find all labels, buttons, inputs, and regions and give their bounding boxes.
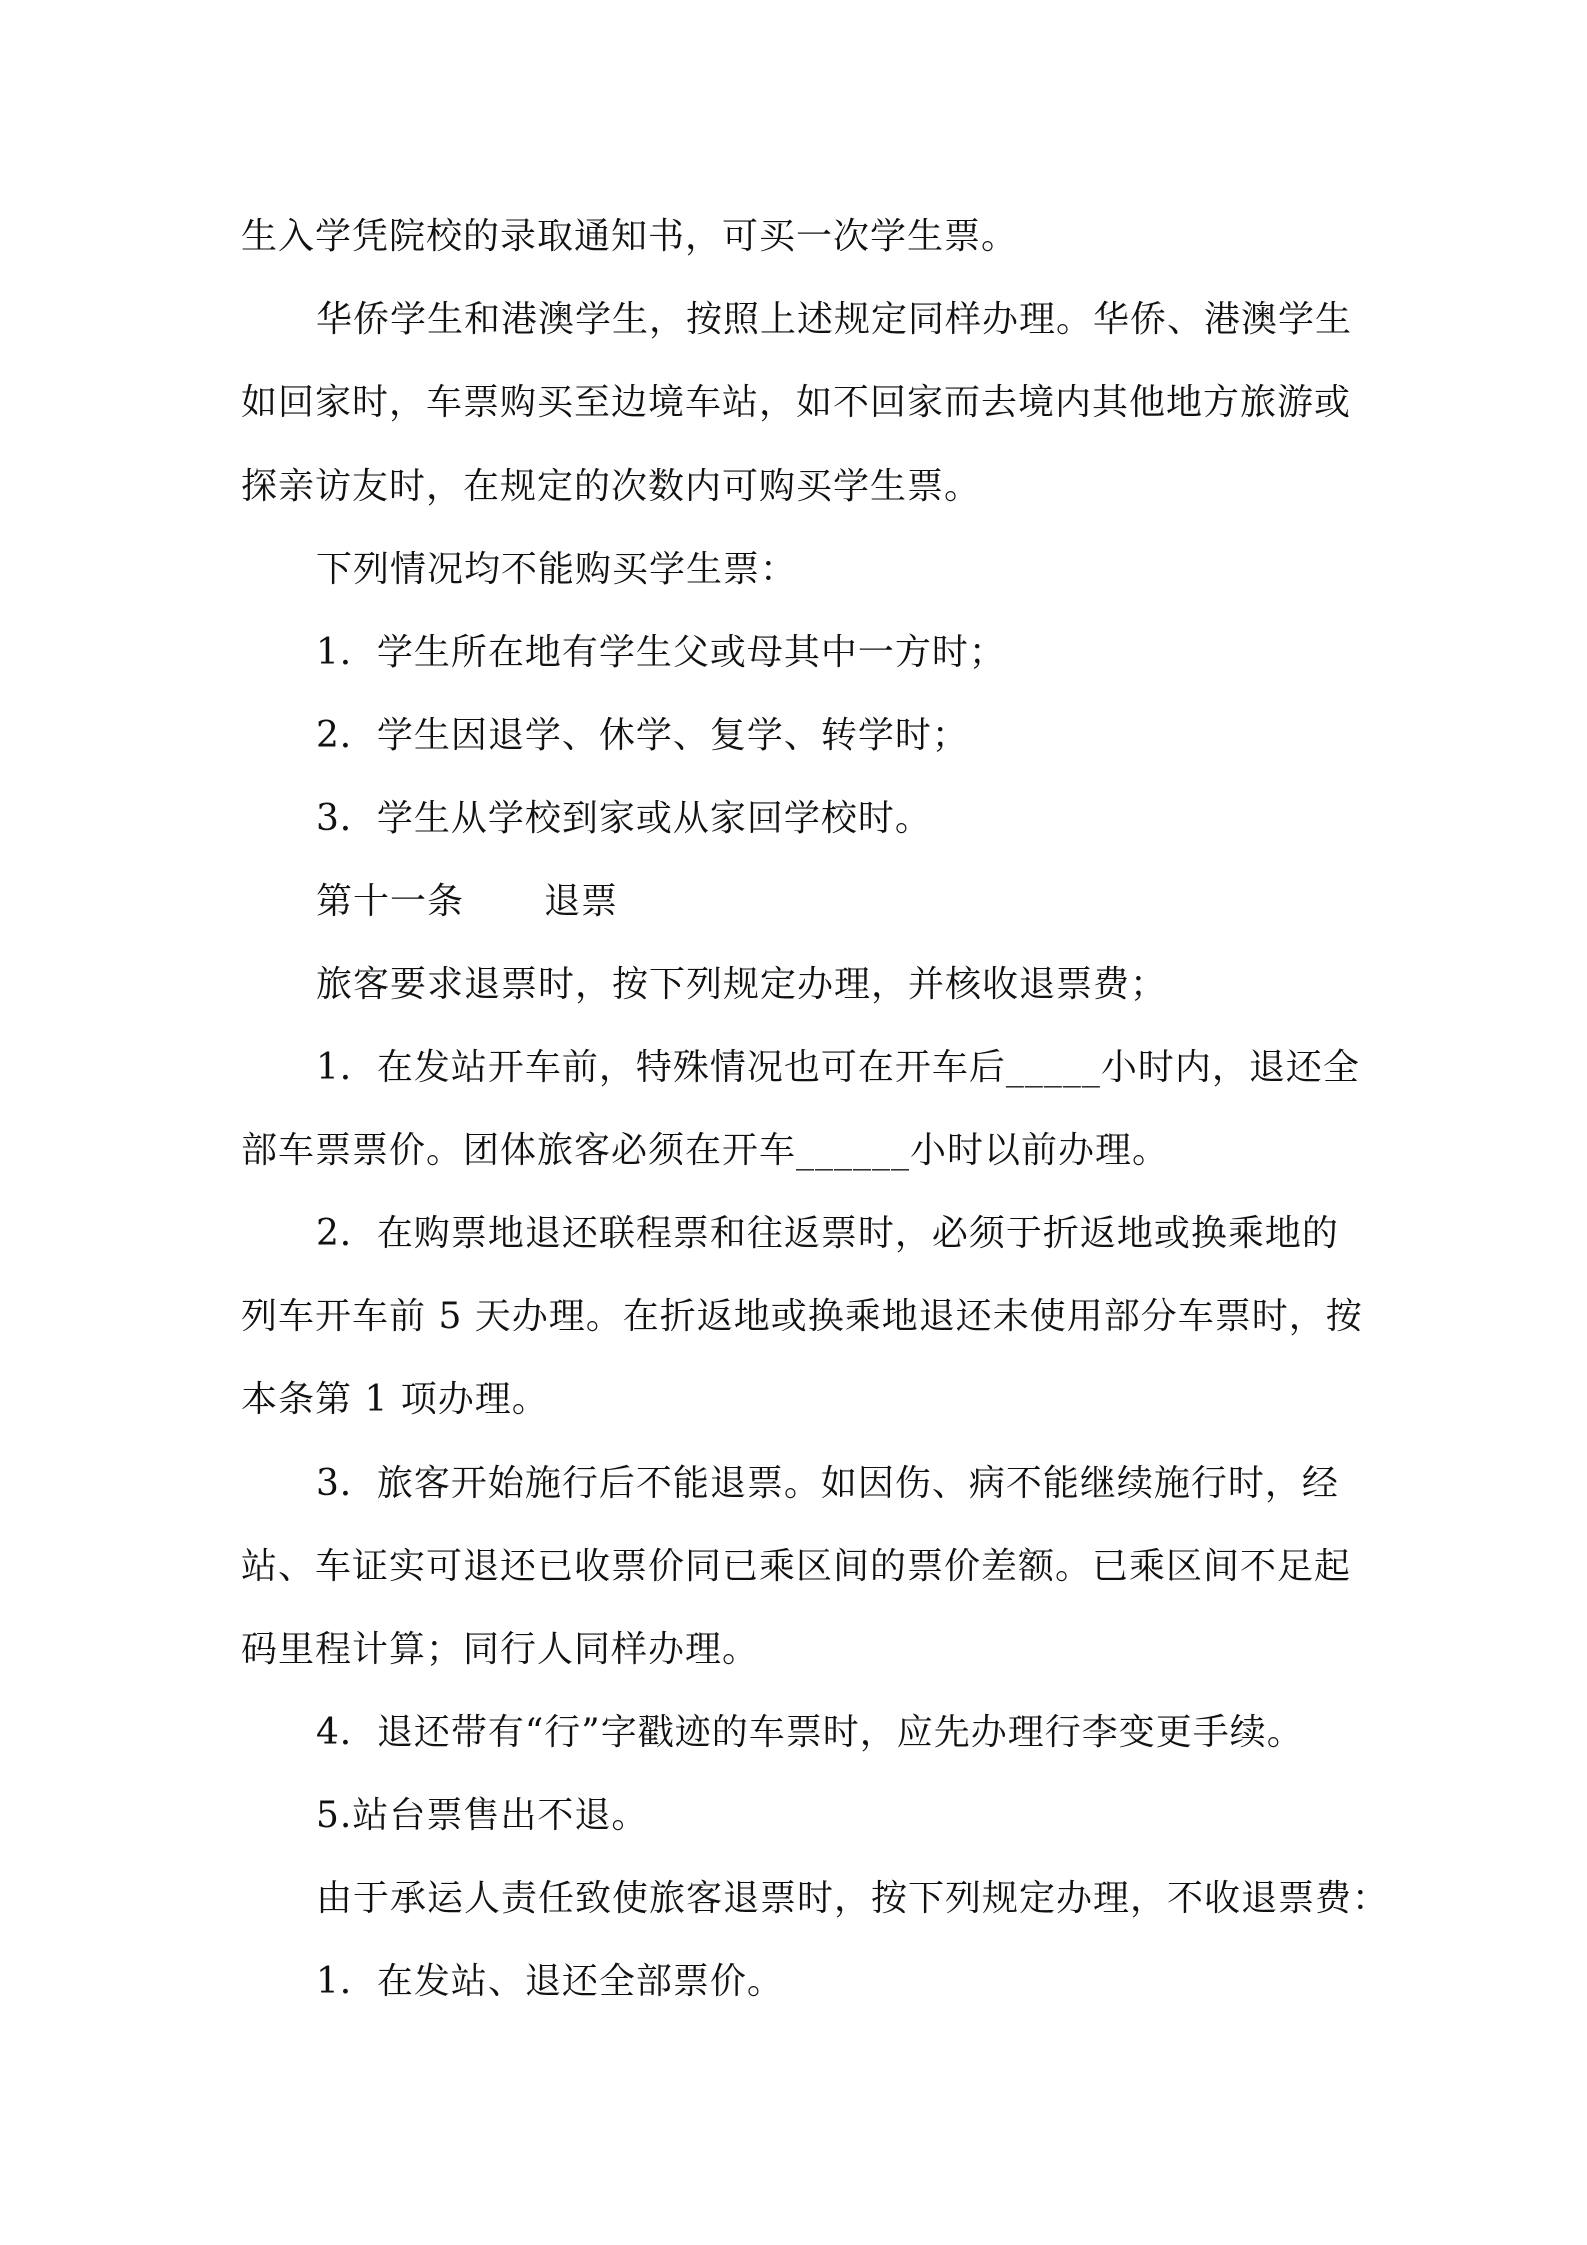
paragraph-line: 华侨学生和港澳学生，按照上述规定同样办理。华侨、港澳学生	[316, 299, 1353, 340]
list-item: 2．学生因退学、休学、复学、转学时；	[316, 715, 969, 756]
paragraph-line: 由于承运人责任致使旅客退票时，按下列规定办理，不收退票费：	[316, 1878, 1390, 1919]
paragraph-line: 部车票票价。团体旅客必须在开车______小时以前办理。	[241, 1130, 1170, 1171]
list-item: 2．在购票地退还联程票和往返票时，必须于折返地或换乘地的	[316, 1213, 1339, 1254]
article-title: 退票	[544, 881, 619, 922]
list-item: 3．旅客开始施行后不能退票。如因伤、病不能继续施行时，经	[316, 1463, 1339, 1504]
paragraph-line: 列车开车前 5 天办理。在折返地或换乘地退还未使用部分车票时，按	[241, 1296, 1363, 1337]
list-item: 4．退还带有“行”字戳迹的车票时，应先办理行李变更手续。	[316, 1712, 1304, 1753]
list-item: 3．学生从学校到家或从家回学校时。	[316, 798, 932, 839]
article-heading	[316, 878, 1351, 926]
paragraph-line: 站、车证实可退还已收票价同已乘区间的票价差额。已乘区间不足起	[241, 1546, 1352, 1587]
paragraph-line: 如回家时，车票购买至边境车站，如不回家而去境内其他地方旅游或	[241, 382, 1352, 423]
list-item: 5.站台票售出不退。	[316, 1795, 649, 1836]
paragraph-line: 码里程计算；同行人同样办理。	[241, 1629, 760, 1670]
paragraph-line: 旅客要求退票时，按下列规定办理，并核收退票费；	[316, 964, 1168, 1005]
list-item: 1．学生所在地有学生父或母其中一方时；	[316, 632, 1006, 673]
paragraph-line: 下列情况均不能购买学生票：	[316, 549, 798, 590]
paragraph-line: 探亲访友时，在规定的次数内可购买学生票。	[241, 466, 982, 507]
list-item: 1．在发站、退还全部票价。	[316, 1961, 784, 2002]
paragraph-line: 生入学凭院校的录取通知书，可买一次学生票。	[241, 216, 1019, 257]
paragraph-line: 本条第 1 项办理。	[241, 1379, 549, 1420]
article-number: 第十一条	[316, 881, 465, 922]
list-item: 1．在发站开车前，特殊情况也可在开车后_____小时内，退还全	[316, 1047, 1360, 1088]
